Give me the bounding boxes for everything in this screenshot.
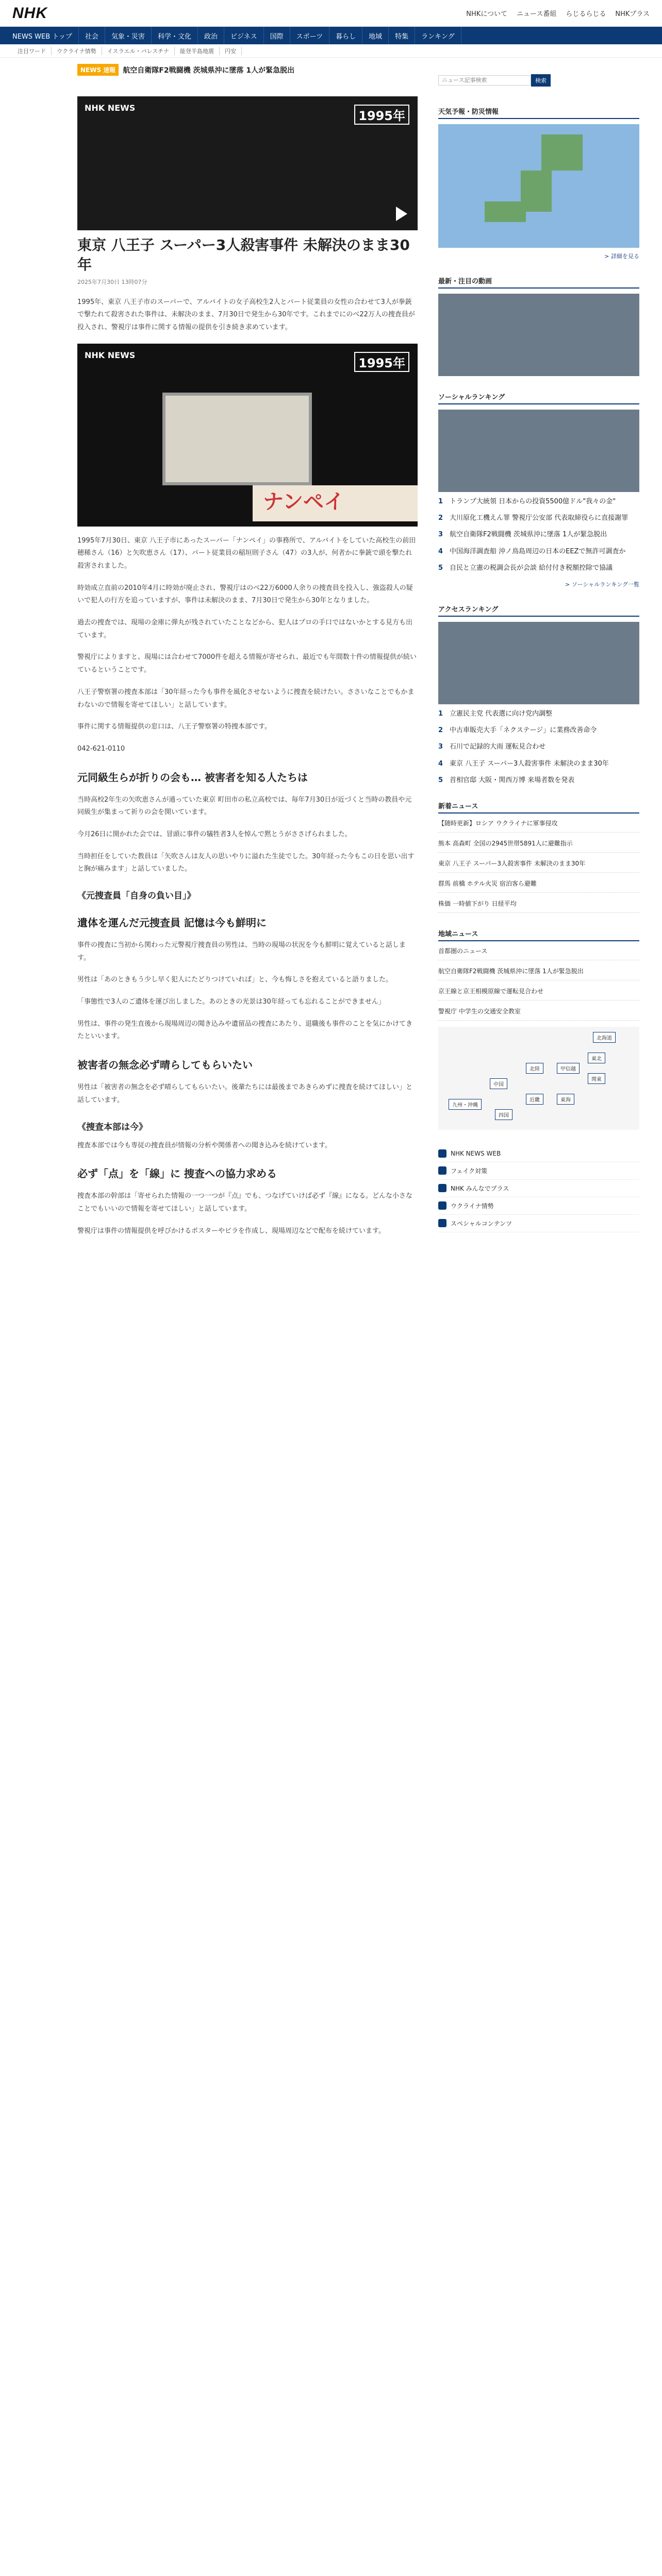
ranking-item[interactable] <box>438 547 639 556</box>
rank-number: 1 <box>438 498 443 505</box>
store-sign: ナンペイ <box>253 485 418 521</box>
header-link-radio[interactable]: らじるらじる <box>566 10 606 18</box>
link-label: フェイク対策 <box>451 1167 488 1175</box>
social-ranking-section <box>438 392 639 588</box>
rank-title[interactable]: 東京 八王子 スーパー3人殺害事件 未解決のまま30年 <box>450 759 609 768</box>
region-hokuriku[interactable]: 北陸 <box>526 1063 543 1074</box>
news-item[interactable]: 【随時更新】ロシア ウクライナに軍事侵攻 <box>438 819 639 833</box>
region-koshinetsu[interactable]: 甲信越 <box>557 1063 580 1074</box>
article-paragraph: 当時高校2年生の矢吹恵さんが通っていた東京 町田市の私立高校では、毎年7月30日が近づくと当時の教員や元同級生が集まって祈りの会を開いています。 <box>77 795 412 817</box>
rank-title[interactable]: 中古車販売大手「ネクステージ」に業務改善命令 <box>450 726 597 735</box>
rank-title[interactable]: 大川原化工機えん罪 警視庁公安部 代表取締役らに直接謝罪 <box>450 514 628 522</box>
ranking-item[interactable] <box>438 514 639 523</box>
subnav-israel[interactable]: イスラエル・パレスチナ <box>102 47 175 55</box>
region-tokai[interactable]: 東海 <box>557 1094 574 1105</box>
article-paragraph: 事件に関する情報提供の窓口は、八王子警察署の特捜本部です。 <box>77 723 271 731</box>
header-links <box>466 8 650 18</box>
nav-ranking[interactable]: ランキング <box>415 27 461 44</box>
article-date: 2025年7月30日 13時07分 <box>77 278 147 285</box>
region-shikoku[interactable]: 四国 <box>495 1109 512 1120</box>
link-special-contents[interactable] <box>438 1215 639 1232</box>
ranking-item[interactable] <box>438 709 639 719</box>
region-kinki[interactable]: 近畿 <box>526 1094 543 1105</box>
regional-item[interactable]: 京王線と京王相模原線で運転見合わせ <box>438 987 639 1001</box>
link-ukraine[interactable] <box>438 1197 639 1215</box>
rank-title[interactable]: 自民と立憲の税調会長が会談 給付付き税額控除で協議 <box>450 564 613 572</box>
article-image <box>77 344 418 527</box>
nhk-logo[interactable]: NHK <box>12 4 47 22</box>
nav-special[interactable]: 特集 <box>389 27 415 44</box>
plus-icon <box>438 1184 446 1192</box>
subnav-noto[interactable]: 能登半島地震 <box>175 47 220 55</box>
nav-politics[interactable]: 政治 <box>198 27 224 44</box>
news-item[interactable]: 群馬 前橋 ホテル火災 宿泊客ら避難 <box>438 879 639 893</box>
nav-regional[interactable]: 地域 <box>362 27 389 44</box>
ranking-thumbnail[interactable] <box>438 410 639 492</box>
link-fake-measures[interactable] <box>438 1162 639 1180</box>
section-heading: 遺体を運んだ元捜査員 記憶は今も鮮明に <box>77 917 267 929</box>
weather-section <box>438 106 639 260</box>
breaking-text[interactable]: 航空自衛隊F2戦闘機 茨城県沖に墜落 1人が緊急脱出 <box>123 66 295 75</box>
sidebar <box>438 64 639 1247</box>
section-heading: 必ず「点」を「線」に 捜査への協力求める <box>77 1167 277 1180</box>
regional-item[interactable]: 航空自衛隊F2戦闘機 茨城県沖に墜落 1人が緊急脱出 <box>438 967 639 980</box>
nav-international[interactable]: 国際 <box>264 27 290 44</box>
subnav-label: 注目ワード <box>12 47 52 55</box>
nhk-icon <box>438 1149 446 1158</box>
ranking-item[interactable] <box>438 564 639 573</box>
subsection-heading: 《元捜査員「自身の負い目」》 <box>77 891 196 902</box>
ranking-item[interactable] <box>438 742 639 752</box>
rank-number: 3 <box>438 531 443 539</box>
article-paragraph: 八王子警察署の捜査本部は「30年経った今も事件を風化させないように捜査を続けたい。ささいなことでもかまわないので情報を寄せてほしい」と話しています。 <box>77 688 415 709</box>
news-item[interactable]: 熊本 高森町 全国の2945世帯5891人に避難指示 <box>438 839 639 853</box>
tip-phone-number: 042-621-0110 <box>77 744 125 753</box>
region-kyushu[interactable]: 九州・沖縄 <box>449 1099 482 1110</box>
shield-icon <box>438 1166 446 1175</box>
play-icon[interactable] <box>396 207 407 221</box>
rank-number: 5 <box>438 776 443 784</box>
link-label: スペシャルコンテンツ <box>451 1219 512 1227</box>
ranking-item[interactable] <box>438 726 639 735</box>
special-links <box>438 1145 639 1232</box>
rank-number: 2 <box>438 726 443 735</box>
link-label: NHK みんなでプラス <box>451 1184 509 1192</box>
article-paragraph: 男性は「あのときもう少し早く犯人にたどりつけていれば」と、今も悔しさを抱えていると語りました。 <box>77 976 393 984</box>
nav-top[interactable]: NEWS WEB トップ <box>6 27 79 44</box>
header-link-plus[interactable]: NHKプラス <box>615 10 650 18</box>
section-heading: 被害者の無念必ず晴らしてもらいたい <box>77 1059 253 1072</box>
rank-title[interactable]: 石川で記録的大雨 運転見合わせ <box>450 743 546 751</box>
window-graphic <box>162 393 312 485</box>
sub-nav <box>0 44 662 58</box>
link-label: NHK NEWS WEB <box>451 1149 501 1157</box>
search-box <box>438 74 639 87</box>
breaking-news[interactable] <box>77 64 418 76</box>
regional-item[interactable]: 警視庁 中学生の交通安全教室 <box>438 1007 639 1021</box>
subnav-yen[interactable]: 円安 <box>220 47 242 55</box>
star-icon <box>438 1219 446 1227</box>
ranking-item[interactable] <box>438 759 639 769</box>
nav-society[interactable]: 社会 <box>79 27 105 44</box>
section-heading: 元同級生らが折りの会も… 被害者を知る人たちは <box>77 771 308 784</box>
rank-number: 1 <box>438 709 443 718</box>
rank-number: 4 <box>438 759 443 768</box>
article-paragraph: 1995年7月30日、東京 八王子市にあったスーパー「ナンペイ」の事務所で、アルバイトをしていた高校生の前田穂稀さん（16）と矢吹恵さん（17）、パート従業員の稲垣則子さん（47）の3人が、何者かに拳銃で頭を撃たれ殺害されました。 <box>77 536 416 570</box>
regional-news-section <box>438 928 639 1130</box>
article-paragraph: 捜査本部では今も専従の捜査員が情報の分析や関係者への聞き込みを続けています。 <box>77 1141 332 1149</box>
subsection-heading: 《捜査本部は今》 <box>77 1122 147 1132</box>
video-title[interactable]: 最新・注目の動画 <box>438 276 639 289</box>
article-paragraph: 男性は、事件の発生直後から現場周辺の聞き込みや遺留品の捜査にあたり、退職後も事件のことを気にかけてきたといいます。 <box>77 1020 413 1041</box>
link-minna-plus[interactable] <box>438 1180 639 1197</box>
link-news-web[interactable] <box>438 1145 639 1162</box>
nav-business[interactable]: ビジネス <box>224 27 264 44</box>
subnav-ukraine[interactable]: ウクライナ情勢 <box>52 47 102 55</box>
article-video[interactable] <box>77 96 418 230</box>
main-content <box>77 64 418 1247</box>
article-paragraph: 「事態性で3人のご遺体を運び出しました。あのときの光景は30年経っても忘れることができません」 <box>77 998 385 1006</box>
access-ranking-section <box>438 604 639 785</box>
region-map <box>438 1027 639 1130</box>
regional-tab[interactable]: 首都圏のニュース <box>438 946 639 960</box>
main-nav <box>0 27 662 44</box>
article-paragraph: 捜査本部の幹部は「寄せられた情報の一つ一つが『点』でも、つなげていけば必ず『線』になる。どんな小さなことでもいいので情報を寄せてほしい」と話しています。 <box>77 1192 413 1213</box>
weather-title[interactable]: 天気予報・防災情報 <box>438 106 639 119</box>
article-paragraph: 当時担任をしていた教員は「矢吹さんは友人の思いやりに溢れた生徒でした。30年経った今もこの日を思い出すと胸が痛みます」と話していました。 <box>77 852 415 873</box>
image-year-label: 1995年 <box>354 352 409 372</box>
news-item[interactable]: 株価 一時値下がり 日経平均 <box>438 899 639 913</box>
nav-life[interactable]: 暮らし <box>329 27 362 44</box>
rank-number: 3 <box>438 743 443 751</box>
rank-title[interactable]: 首相官邸 大阪・関西万博 来場者数を発表 <box>450 776 575 784</box>
rank-number: 5 <box>438 564 443 572</box>
rank-title[interactable]: 立憲民主党 代表選に向け党内調整 <box>450 709 553 718</box>
social-ranking-title[interactable]: ソーシャルランキング <box>438 392 639 404</box>
rank-title[interactable]: 航空自衛隊F2戦闘機 茨城県沖に墜落 1人が緊急脱出 <box>450 531 607 539</box>
article-title: 東京 八王子 スーパー3人殺害事件 未解決のまま30年 <box>77 236 410 273</box>
search-input[interactable] <box>438 75 531 86</box>
link-label: ウクライナ情勢 <box>451 1202 494 1210</box>
region-hokkaido[interactable]: 北海道 <box>593 1032 616 1043</box>
ranking-item[interactable] <box>438 530 639 539</box>
ranking-more-link[interactable]: > ソーシャルランキング一覧 <box>565 581 639 588</box>
access-thumbnail[interactable] <box>438 622 639 704</box>
nav-weather[interactable]: 気象・災害 <box>105 27 152 44</box>
article-paragraph: 警視庁によりますと、現場には合わせて7000件を超える情報が寄せられ、最近でも年間数十件の情報提供が続いているということです。 <box>77 653 417 674</box>
nhk-news-mark: NHK NEWS <box>85 103 136 113</box>
access-ranking-title[interactable]: アクセスランキング <box>438 604 639 617</box>
breaking-badge: NEWS 速報 <box>77 64 119 76</box>
article-paragraph: 警視庁は事件の情報提供を呼びかけるポスターやビラを作成し、現場周辺などで配布を続けています。 <box>77 1227 385 1235</box>
article-paragraph: 今月26日に開かれた会では、冒頭に事件の犠牲者3人を悼んで黙とうがささげられました。 <box>77 830 352 838</box>
regional-title[interactable]: 地域ニュース <box>438 928 639 941</box>
ranking-item[interactable] <box>438 776 639 785</box>
region-tohoku[interactable]: 東北 <box>588 1053 605 1063</box>
ranking-item[interactable] <box>438 497 639 506</box>
search-button[interactable]: 検索 <box>531 74 551 87</box>
video-year-label: 1995年 <box>354 105 409 125</box>
new-news-title[interactable]: 新着ニュース <box>438 801 639 814</box>
region-kanto[interactable]: 関東 <box>588 1073 605 1084</box>
weather-map[interactable] <box>438 124 639 248</box>
video-section <box>438 276 639 376</box>
top-bar <box>0 0 662 27</box>
article-paragraph: 男性は「被害者の無念を必ず晴らしてもらいたい。後輩たちには最後まであきらめずに捜査を続けてほしい」と話しています。 <box>77 1083 413 1104</box>
globe-icon <box>438 1201 446 1210</box>
new-news-section <box>438 801 639 913</box>
nav-sports[interactable]: スポーツ <box>290 27 329 44</box>
article-paragraph: 1995年、東京 八王子市のスーパーで、アルバイトの女子高校生2人とパート従業員の女性の合わせて3人が拳銃で撃たれて殺害された事件は、未解決のまま、7月30日で発生から30年です。これまでにのべ22万人の捜査員が投入され、警視庁は事件に関する情報の提供を引き続き求めています。 <box>77 298 415 331</box>
nav-science[interactable]: 科学・文化 <box>152 27 198 44</box>
article-paragraph: 時効成立直前の2010年4月に時効が廃止され、警視庁はのべ22万6000人余りの捜査員を投入し、強盗殺人の疑いで犯人の行方を追っていますが、事件は未解決のまま、7月30日で発生から30年となりました。 <box>77 584 413 605</box>
nhk-news-mark: NHK NEWS <box>85 350 136 360</box>
header-link-about[interactable]: NHKについて <box>466 10 507 18</box>
article-paragraph: 事件の捜査に当初から関わった元警視庁捜査員の男性は、当時の現場の状況を今も鮮明に覚えていると話します。 <box>77 941 406 962</box>
header-link-programs[interactable]: ニュース番組 <box>516 10 557 18</box>
news-item[interactable]: 東京 八王子 スーパー3人殺害事件 未解決のまま30年 <box>438 859 639 873</box>
rank-number: 4 <box>438 547 443 555</box>
article-paragraph: 過去の捜査では、現場の金庫に弾丸が残されていたことなどから、犯人はプロの手口ではないかとする見方も出ています。 <box>77 619 413 639</box>
rank-number: 2 <box>438 514 443 522</box>
weather-more-link[interactable]: > 詳細を見る <box>604 253 639 260</box>
rank-title[interactable]: トランプ大統領 日本からの投資5500億ドル"我々の金" <box>450 498 616 505</box>
video-thumbnail[interactable] <box>438 294 639 376</box>
rank-title[interactable]: 中国海洋調査船 沖ノ鳥島周辺の日本のEEZで無許可調査か <box>450 547 626 555</box>
region-chugoku[interactable]: 中国 <box>490 1078 507 1089</box>
